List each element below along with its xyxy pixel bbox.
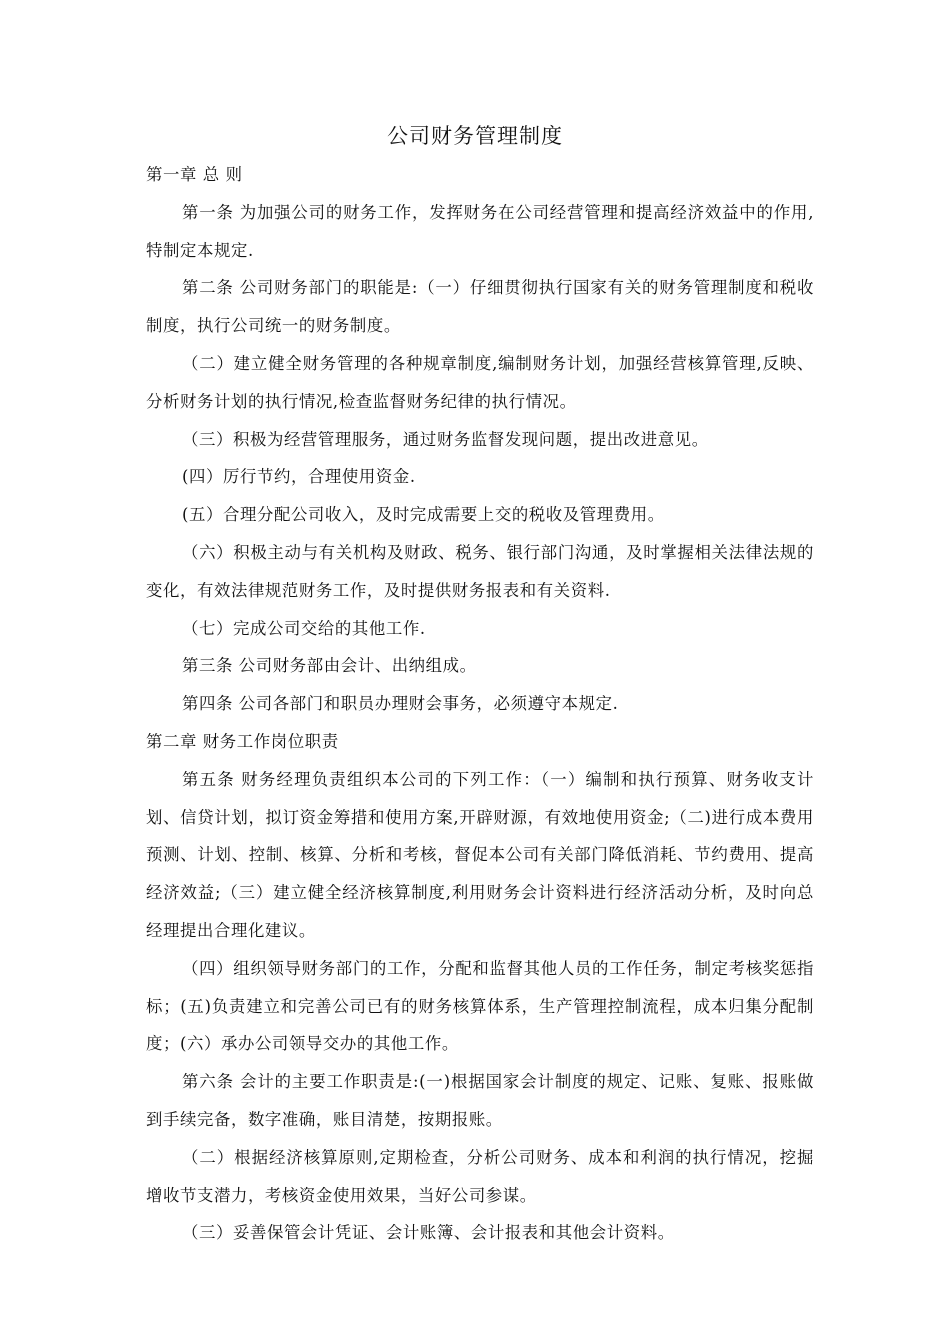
body-paragraph: 第五条 财务经理负责组织本公司的下列工作：（一）编制和执行预算、财务收支计划、信贷计划，拟订资金筹措和使用方案,开辟财源，有效地使用资金;（二)进行成本费用预测、计划、控制、核算、分析和考核，督促本公司有关部门降低消耗、节约费用、提高经济效益;（三）建立健全经济核算制度,利用财务会计资料进行经济活动分析，及时向总经理提出合理化建议。 — [146, 769, 814, 940]
body-paragraph: （二）根据经济核算原则,定期检查，分析公司财务、成本和利润的执行情况，挖掘增收节支潜力，考核资金使用效果，当好公司参谋。 — [146, 1147, 814, 1205]
chapter-heading: 第一章 总 则 — [146, 165, 243, 184]
body-paragraph: (四）厉行节约，合理使用资金. — [182, 467, 416, 487]
body-paragraph: 第六条 会计的主要工作职责是:(一)根据国家会计制度的规定、记账、复账、报账做到手续完备，数字准确，账目清楚，按期报账。 — [146, 1072, 814, 1129]
body-paragraph: 第二条 公司财务部门的职能是:（一）仔细贯彻执行国家有关的财务管理制度和税收制度，执行公司统一的财务制度。 — [146, 278, 814, 336]
body-paragraph: 第三条 公司财务部由会计、出纳组成。 — [182, 656, 477, 676]
body-paragraph: （七）完成公司交给的其他工作. — [182, 618, 426, 638]
body-paragraph: 第四条 公司各部门和职员办理财会事务，必须遵守本规定. — [182, 694, 619, 714]
body-paragraph: (五）合理分配公司收入，及时完成需要上交的税收及管理费用。 — [182, 505, 665, 525]
document-title: 公司财务管理制度 — [387, 124, 563, 148]
body-paragraph: （二）建立健全财务管理的各种规章制度,编制财务计划，加强经营核算管理,反映、分析财务计划的执行情况,检查监督财务纪律的执行情况。 — [146, 353, 814, 411]
body-paragraph: （四）组织领导财务部门的工作，分配和监督其他人员的工作任务，制定考核奖惩指标；(五)负责建立和完善公司已有的财务核算体系，生产管理控制流程，成本归集分配制度；(六）承办公司领导交办的其他工作。 — [146, 958, 814, 1054]
chapter-heading: 第二章 财务工作岗位职责 — [146, 731, 339, 751]
body-paragraph: （三）积极为经营管理服务，通过财务监督发现问题，提出改进意见。 — [182, 429, 709, 449]
body-paragraph: 第一条 为加强公司的财务工作，发挥财务在公司经营管理和提高经济效益中的作用,特制定本规定. — [146, 202, 814, 260]
document-body — [146, 156, 814, 1252]
body-paragraph: （六）积极主动与有关机构及财政、税务、银行部门沟通，及时掌握相关法律法规的变化，有效法律规范财务工作，及时提供财务报表和有关资料. — [146, 542, 814, 600]
body-paragraph: （三）妥善保管会计凭证、会计账簿、会计报表和其他会计资料。 — [182, 1223, 675, 1243]
